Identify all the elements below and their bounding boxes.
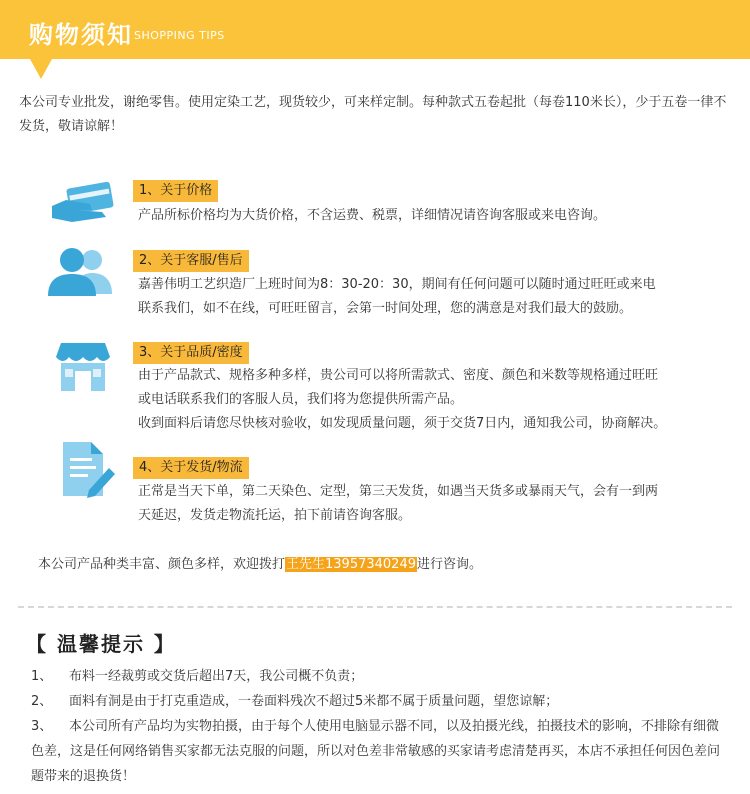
tip-item <box>31 714 721 789</box>
tips-title: 【 温馨提示 】 <box>26 632 176 656</box>
section-line: 嘉善伟明工艺织造厂上班时间为8：30-20：30，期间有任何问题可以随时通过旺旺或来电 <box>138 277 656 292</box>
header-tail <box>30 59 52 79</box>
section-line: 天延迟，发货走物流托运，拍下前请咨询客服。 <box>138 508 412 523</box>
section-line: 联系我们，如不在线，可旺旺留言，会第一时间处理，您的满意是对我们最大的鼓励。 <box>138 301 633 316</box>
section-line: 产品所标价格均为大货价格，不含运费、税票，详细情况请咨询客服或来电咨询。 <box>138 208 607 223</box>
header-subtitle: SHOPPING TIPS <box>134 29 225 42</box>
tip-number: 3、 <box>31 719 53 734</box>
contact-prefix: 本公司产品种类丰富、颜色多样，欢迎拨打 <box>38 557 286 572</box>
tip-text: 布料一经裁剪或交货后超出7天，我公司概不负责； <box>69 669 364 684</box>
section-line: 正常是当天下单，第二天染色、定型，第三天发货，如遇当天货多或暴雨天气，会有一到两 <box>138 484 659 499</box>
intro-text: 本公司专业批发，谢绝零售。使用定染工艺，现货较少，可来样定制。每种款式五卷起批（每卷110米长），少于五卷一律不发货，敬请谅解！ <box>19 95 727 134</box>
section-body-price <box>138 204 708 228</box>
tip-number: 1、 <box>31 669 53 684</box>
store-icon <box>55 341 111 393</box>
section-divider <box>18 606 732 608</box>
contact-phone[interactable]: 王先生13957340249 <box>286 557 416 572</box>
tip-text: 面料有洞是由于打克重造成，一卷面料残次不超过5米都不属于质量问题，望您谅解； <box>69 694 559 709</box>
section-title-quality: 3、关于品质/密度 <box>133 342 249 364</box>
header-banner <box>0 0 750 59</box>
contact-suffix: 进行咨询。 <box>417 557 483 572</box>
people-icon <box>44 246 116 296</box>
tip-number: 2、 <box>31 694 53 709</box>
section-title-shipping: 4、关于发货/物流 <box>133 457 249 479</box>
contact-line <box>38 553 482 577</box>
section-title-price: 1、关于价格 <box>133 180 218 202</box>
tip-item <box>31 664 721 689</box>
section-body-quality <box>138 364 708 436</box>
tip-text: 本公司所有产品均为实物拍摄，由于每个人使用电脑显示器不同，以及拍摄光线，拍摄技术的影响，不排除有细微色差，这是任何网络销售买家都无法克服的问题，所以对色差非常敏感的买家请考虑清楚再买，本店不承担任何因色差问题带来的退换货！ <box>31 719 721 784</box>
section-body-shipping <box>138 480 708 528</box>
card-hand-icon <box>50 182 122 224</box>
tip-item <box>31 689 721 714</box>
header-title: 购物须知 <box>29 21 133 49</box>
section-title-service: 2、关于客服/售后 <box>133 250 249 272</box>
tips-list <box>31 664 721 789</box>
section-body-service <box>138 273 708 321</box>
section-line: 或电话联系我们的客服人员，我们将为您提供所需产品。 <box>138 392 464 407</box>
document-pen-icon <box>59 440 119 500</box>
section-line: 由于产品款式、规格多种多样，贵公司可以将所需款式、密度、颜色和米数等规格通过旺旺 <box>138 368 659 383</box>
section-line: 收到面料后请您尽快核对验收，如发现质量问题，须于交货7日内，通知我公司，协商解决。 <box>138 416 667 431</box>
